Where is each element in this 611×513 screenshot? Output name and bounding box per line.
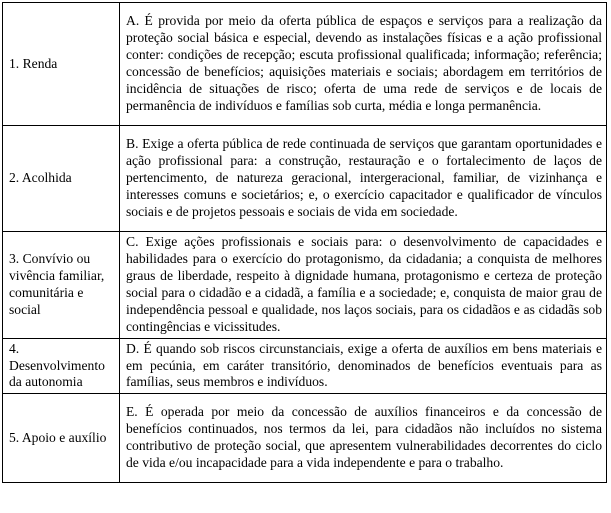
table-row [3,232,607,339]
row-4-definition: D. É quando sob riscos circunstanciais, exige a oferta de auxílios em bens materiais e em pecúnia, em caráter transitório, denominados de benefícios eventuais para as famílias, seus membros e indivíduos. [120,339,607,394]
table-row [3,126,607,232]
row-5-definition: E. É operada por meio da concessão de auxílios financeiros e da concessão de benefícios continuados, nos termos da lei, para cidadãos não incluídos no sistema contributivo de proteção social, que apresentem vulnerabilidades decorrentes do ciclo de vida e/ou incapacidade para a vida independente e para o trabalho. [120,394,607,483]
table-row [3,3,607,126]
table-row [3,394,607,483]
row-3-term: 3. Convívio ou vivência familiar, comunitária e social [3,232,120,339]
row-5-term: 5. Apoio e auxílio [3,394,120,483]
row-2-definition: B. Exige a oferta pública de rede continuada de serviços que garantam oportunidades e ação profissional para: a construção, restauração e o fortalecimento de laços de pertencimento, de natureza geracional, intergeracional, familiar, de vizinhança e interesses comuns e societários; e, o exercício capacitador e qualificador de vínculos sociais e de projetos pessoais e sociais de vida em sociedade. [120,126,607,232]
row-1-term: 1. Renda [3,3,120,126]
row-2-term: 2. Acolhida [3,126,120,232]
row-4-term: 4. Desenvolvimento da autonomia [3,339,120,394]
matching-table [2,2,607,483]
table-row [3,339,607,394]
row-3-definition: C. Exige ações profissionais e sociais para: o desenvolvimento de capacidades e habilidades para o exercício do protagonismo, da cidadania; a conquista de melhores graus de liberdade, respeito à dignidade humana, protagonismo e certeza de proteção social para o cidadão e a cidadã, a família e a sociedade; e, conquista de maior grau de independência pessoal e qualidade, nos laços sociais, para os cidadãos e as cidadãs sob contingências e vicissitudes. [120,232,607,339]
row-1-definition: A. É provida por meio da oferta pública de espaços e serviços para a realização da proteção social básica e especial, devendo as instalações físicas e a ação profissional conter: condições de recepção; escuta profissional qualificada; informação; referência; concessão de benefícios; aquisições materiais e sociais; abordagem em territórios de incidência de situações de risco; oferta de uma rede de serviços e de locais de permanência de indivíduos e famílias sob curta, média e longa permanência. [120,3,607,126]
